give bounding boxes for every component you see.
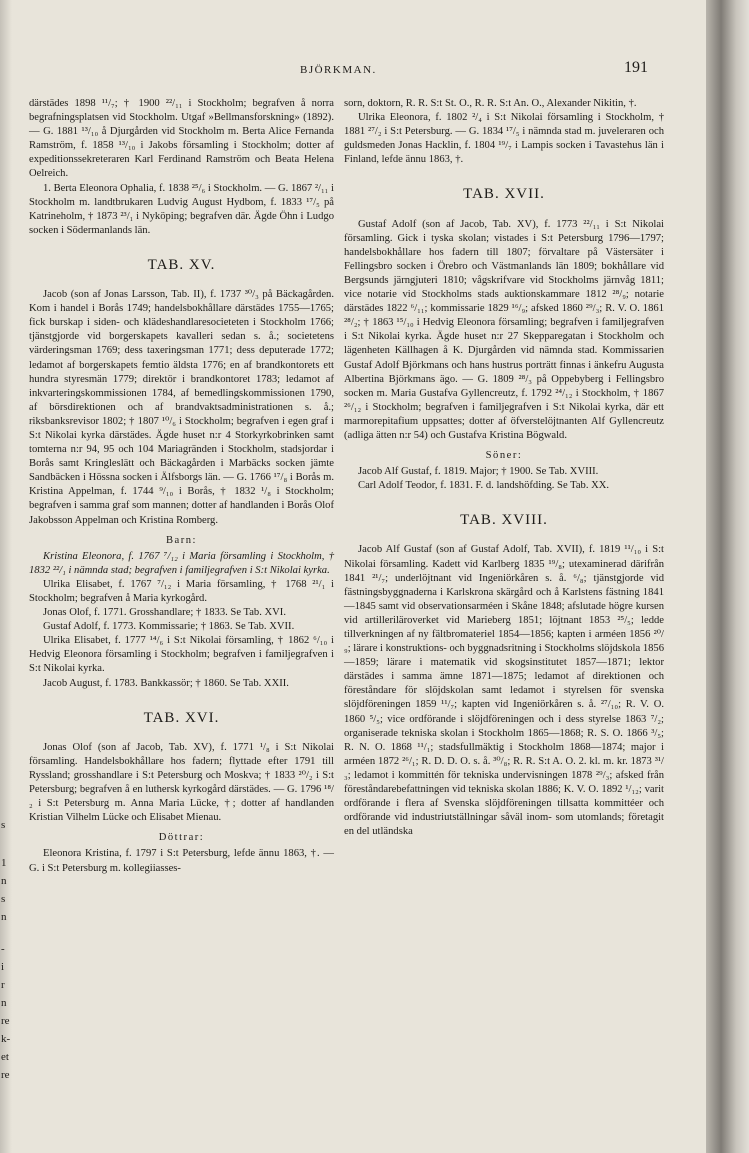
table-heading: TAB. XVI. <box>143 709 220 726</box>
paragraph: Jacob Alf Gustaf (son af Gustaf Adolf, Tab. XVII), f. 1819 ¹¹/₁₀ i S:t Nikolai församling. Kadett vid Karlberg 1835 ¹⁹/₈; utexaminerad därifrån 1841 ²¹/₇; underlöjtnant vid Ingeniörkåren s. å. ⁶/₈; tjänstgjorde vid fästningsbyggnaderna i Karlskrona skärgård och å Karlstens fästning 1841—1845 samt vid observationsarméen i Skåne 1848; afslutade högre kursen vid artilleriläroverket vid Marieberg 1851; löjtnant 1853 ²⁵/₅; ledde tillverkningen af ny fältbromateriel 1854—1856; kapten i arméen 1856 ²⁰/₉; lärare i konstruktions- och byggnadsritning i Stockholms slöjdskola 1856—1859; lärare i matematik vid skogsinstitutet 1857—1871; lektor därstädes i samma ämne 1871—1875; ledamot af direktionen och föreståndare för slöjdskolan samt ledamot i styrelsen för svenska slöjdföreningen 1859 ¹¹/₇; kapten vid Ingeniörkåren s. å. ²⁷/₁₀; R. V. O. 1860 ⁵/₅; vice ordförande i slöjdföreningen och i dess styrelse 1863 ⁷/₂; organiserade tekniska skolan i Stockholm 1865—1868; R. S. O. 1866 ³/₅; R. N. O. 1868 ¹¹/₁; stadsfullmäktig i Stockholm 1868—1874; major i arméen 1872 ²⁶/₁; R. D. D. O. s. å. ³⁰/₈; R. R. S:t A. O. 2. kl. m. kr. 1873 ³¹/₃; ledamot i kommittén för tekniska undervisningen 1878 ²⁹/₃; afsked från föreståndarebefattningen vid tekniska skolan 1886; K. V. O. 1892 ¹/₁₂; varit ordförande i flera af Svenska slöjdföreningen tillsatta kommittéer och ordförande vid industriutställningar såväl inom- som utomlands; företagit en del utländska <box>344 544 665 838</box>
bleed-char: re <box>1 1069 10 1081</box>
list-item: Ulrika Elisabet, f. 1777 ¹⁴/₆ i S:t Nikolai församling, † 1862 ⁶/₁₀ i Hedvig Eleonora församling i Stockholm; begrafven i familjegrafven i S:t Nikolai kyrka. <box>29 635 334 675</box>
paragraph: Eleonora Kristina, f. 1797 i S:t Petersburg, lefde ännu 1863, †. — G. i S:t Petersburg m. kollegiiasses- <box>29 848 334 874</box>
bleed-char: n <box>1 875 7 887</box>
paragraph: Jonas Olof (son af Jacob, Tab. XV), f. 1771 ¹/₈ i S:t Nikolai församling. Handelsbokhållare hos fadern; flyttade efter 1791 till Ryssland; grosshandlare i S:t Petersburg och Moskva; † 1833 ²⁰/₂ i S:t Petersburg; begrafven å en luthersk kyrkogård därstädes. — G. 1796 ¹⁸/₂ i S:t Petersburg m. Anna Maria Lücke, †; dotter af handlanden Kristian Vilhelm Lücke och Elisabet Mienau. <box>29 741 334 824</box>
book-fore-edge <box>706 0 749 1153</box>
list-item: Kristina Eleonora, f. 1767 ⁷/₁₂ i Maria församling i Stockholm, † 1832 ²²/₁ i nämnda stad; begrafven i familjegrafven i S:t Nikolai kyrka. <box>29 550 334 576</box>
subheading: Söner: <box>485 450 523 462</box>
bleed-char: i <box>1 961 5 973</box>
paragraph: Gustaf Adolf (son af Jacob, Tab. XV), f. 1773 ²²/₁₁ i S:t Nikolai församling. Gick i tyska skolan; vistades i S:t Petersburg 1796—1797; handelsbokhållare hos fadern till 1807; förvaltare på Västersäter i Fellingsbro socken i Örebro och Västmanlands län 1809; bokhållare vid Bergsunds järngjuteri 1810; vågskrifvare vid Stockholms järnvåg 1811; vice notarie vid Stockholms stads auktionskammare 1812 ²⁸/₉; notarie därstädes 1822 ⁶/₁₁; kommissarie 1829 ¹⁶/₉; afsked 1860 ²⁹/₃; R. V. O. 1861 ²⁸/₂; † 1863 ¹⁵/₁₀ i Hedvig Eleonora församling; begrafven i familjegrafven i S:t Nikolai kyrka. Ägde huset n:r 27 Skepparegatan i Stockholm och lägenheten Källhagen å K. Djurgården vid nämnda stad. Kommissarien Gustaf Adolf Björkmans och hans hustrus porträtt finnas i änkefru Augusta Albertina Björkmans ägo. — G. 1809 ²⁸/₃ på Oppebyberg i Fellingsbro socken m. Maria Gustafva Gyllencreutz, f. 1792 ²⁴/₁₂ i Stockholm, † 1867 ²⁶/₁₂ i Stockholm; begrafven i familjegrafven i S:t Nikolai kyrka, där ett marmorepitafium uppsattes; dotter af öfverstelöjtnanten Alf Gyllencreutz (adliga ätten n:r 54) och Gustafva Kristina Bögwald. <box>344 218 664 441</box>
table-heading: TAB. XV. <box>147 256 216 273</box>
list-item: Jonas Olof, f. 1771. Grosshandlare; † 1833. Se Tab. XVI. <box>43 607 286 619</box>
paragraph: sorn, doktorn, R. R. S:t St. O., R. R. S:t An. O., Alexander Nikitin, †. <box>344 98 637 109</box>
bleed-char: k- <box>1 1033 11 1045</box>
list-item: Ulrika Elisabet, f. 1767 ⁷/₁₂ i Maria församling, † 1768 ²¹/₁ i Stockholm; begrafven å Maria kyrkogård. <box>29 578 334 604</box>
running-title: BJÖRKMAN. <box>300 64 377 76</box>
bleed-char: re <box>1 1015 10 1027</box>
bleed-char: n <box>1 911 7 923</box>
table-heading: TAB. XVIII. <box>460 512 548 529</box>
bleed-char: s <box>1 893 6 905</box>
list-item: Carl Adolf Teodor, f. 1831. F. d. landshöfding. Se Tab. XX. <box>358 480 610 492</box>
paragraph: Jacob (son af Jonas Larsson, Tab. II), f. 1737 ³⁰/₃ på Bäckagården. Kom i handel i Borås 1749; handelsbokhållare därstädes 1755—1765; fick burskap i siden- och klädeshandlaresocieteten i Stockholm 1766; tjänstgjorde vid borgerskapets kavalleri sedan s. å.; societetens värderingsman 1769; dess taxeringsman 1771; dess deputerade 1772; ledamot af borgerskapets femtio äldsta 1776; en af brandkontorets ett hundra styresmän 1779; direktör i brandkontoret 1783; ledamot af inkvarteringskommissionen 1784, af bemedlingskommissionen 1790, af börsdirektionen och af brandvaktsadministrationen s. å.; riksbanksrevisor 1802; † 1807 ¹⁰/₆ i Stockholm; begrafven i egen graf i S:t Nikolai kyrka därstädes. Ägde huset n:r 4 Storkyrkobrinken samt tomterna n:r 94, 95 och 104 Mariagränden i Stockholm, stadsjordar i Borås samt Kringleslätt och Bäckagården i Marbäcks socken jämte Sandbäcken i Hössna socken i Älfsborgs län. — G. 1766 ¹⁷/₈ i Borås m. Kristina Appelman, f. 1744 ⁹/₁₀ i Borås, † 1832 ¹/₈ i Stockholm; begrafven i samma graf som mannen; dotter af handlanden i Borås Olof Jakobsson Appelman och Kristina Romberg. <box>29 289 334 526</box>
bleed-char: et <box>1 1051 9 1063</box>
subheading: Döttrar: <box>158 832 205 844</box>
bleed-char: n <box>1 997 7 1009</box>
subheading: Barn: <box>165 534 198 546</box>
bleed-char: - <box>1 943 5 955</box>
left-column <box>29 97 334 876</box>
paragraph: Ulrika Eleonora, f. 1802 ²/₄ i S:t Nikolai församling i Stockholm, † 1881 ²⁷/₂ i S:t Petersburg. — G. 1834 ¹⁷/₅ i nämnda stad m. juveleraren och guldsmeden Jonas Hacklin, f. 1804 ¹⁹/₇ i Lampis socken i Tavastehus län i Finland, lefde ännu 1863, †. <box>344 112 664 166</box>
bleed-char: s <box>1 819 6 831</box>
list-item: Jacob Alf Gustaf, f. 1819. Major; † 1900. Se Tab. XVIII. <box>358 466 599 478</box>
paragraph: 1. Berta Eleonora Ophalia, f. 1838 ²⁵/₆ i Stockholm. — G. 1867 ²/₁₁ i Stockholm m. landtbrukaren Ludvig August Hydbom, f. 1833 ¹⁷/₅ på Katrineholm, † 1873 ²³/₁ i Nyköping; begrafven där. Ägde Öhn i Ludgo socken i Södermanlands län. <box>29 182 334 236</box>
page-number: 191 <box>624 59 648 76</box>
bleed-char: r <box>1 979 5 991</box>
right-column <box>344 97 664 839</box>
list-item: Gustaf Adolf, f. 1773. Kommissarie; † 1863. Se Tab. XVII. <box>43 621 295 633</box>
bleed-char: 1 <box>1 857 7 869</box>
table-heading: TAB. XVII. <box>463 186 545 203</box>
list-item: Jacob August, f. 1783. Bankkassör; † 1860. Se Tab. XXII. <box>43 677 289 689</box>
paragraph: därstädes 1898 ¹¹/₇; † 1900 ²²/₁₁ i Stockholm; begrafven å norra begrafningsplatsen vid Stockholm. Utgaf »Bellmansforskning» (1892). — G. 1881 ¹³/₁₀ å Djurgården vid Stockholm m. Berta Alice Fernanda Ramström, f. 1858 ¹³/₁₀ i Jakobs församling i Stockholm; dotter af expeditionssekreteraren Karl Ferdinand Ramström och Beata Helena Oelreich. <box>29 98 334 180</box>
